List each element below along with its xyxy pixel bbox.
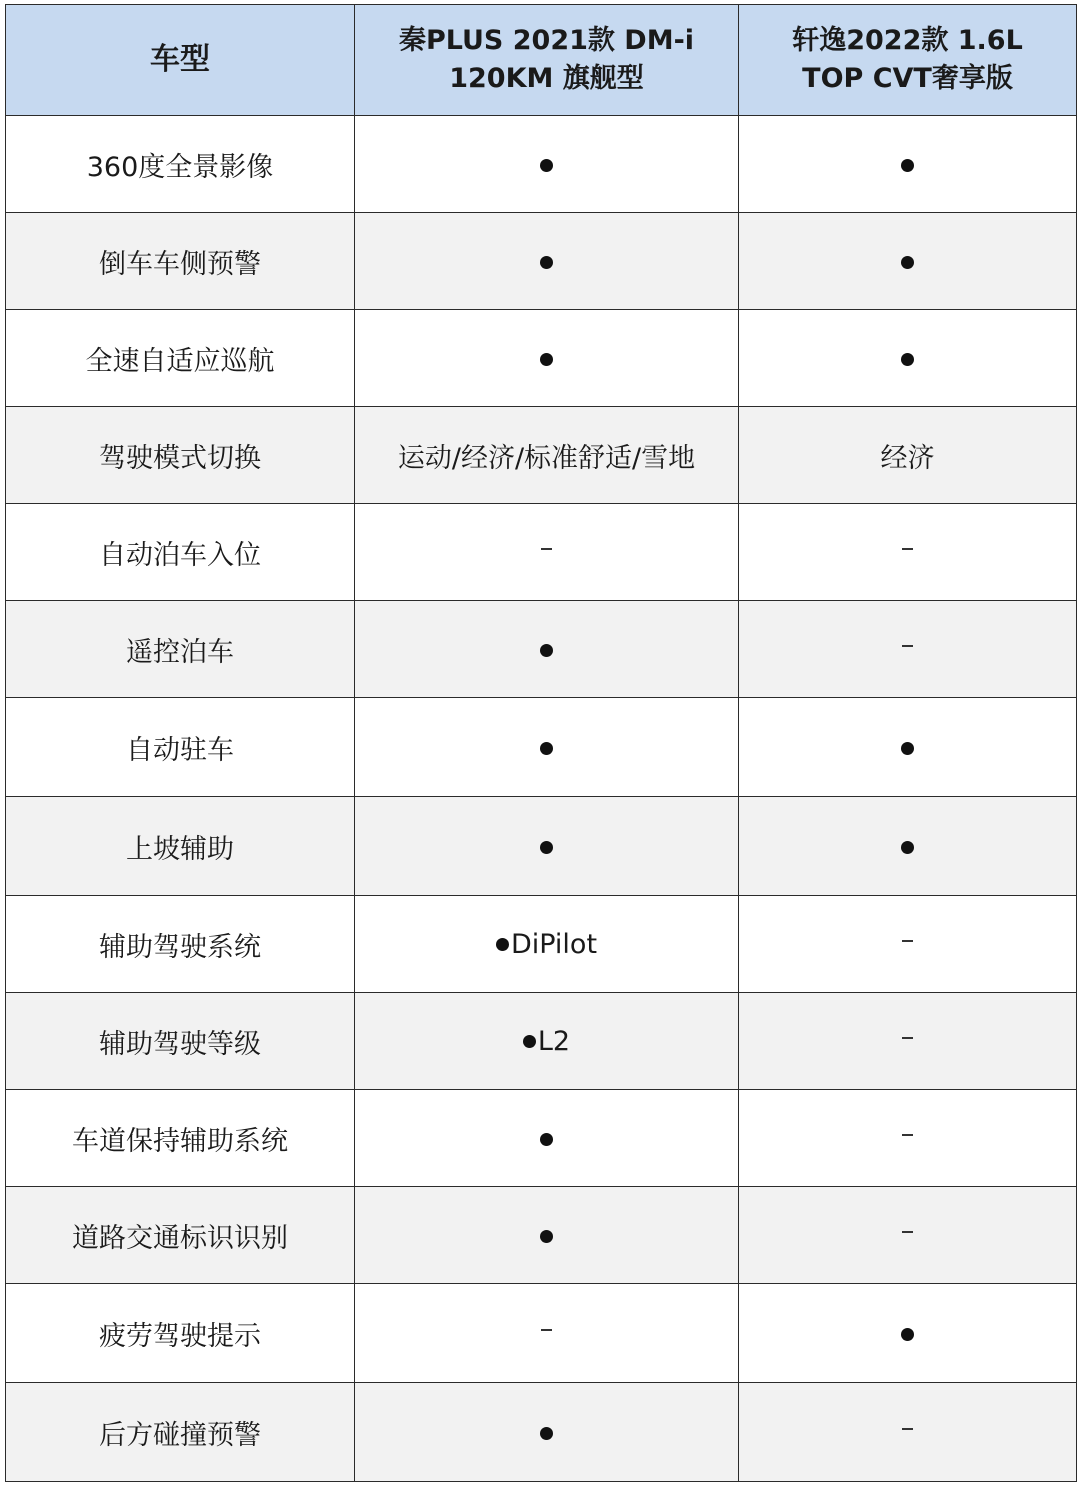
table-row [6, 601, 1077, 698]
sylphy-value-cell [739, 993, 1077, 1090]
sylphy-value-cell [739, 407, 1077, 504]
table-row [6, 504, 1077, 601]
sylphy-value-cell [739, 1284, 1077, 1383]
qin-plus-value-cell [355, 993, 739, 1090]
equipped-dot-icon [523, 1035, 536, 1048]
equipped-dot-icon [540, 1133, 553, 1146]
qin-plus-value-cell [355, 1284, 739, 1383]
feature-name-cell: 车道保持辅助系统 [6, 1090, 355, 1187]
equipped-dot-icon [901, 159, 914, 172]
feature-name-cell: 道路交通标识识别 [6, 1187, 355, 1284]
feature-name-cell: 辅助驾驶系统 [6, 896, 355, 993]
spec-comparison-table [5, 4, 1077, 1482]
qin-plus-value-cell [355, 1090, 739, 1187]
sylphy-value-cell [739, 1187, 1077, 1284]
table-row [6, 213, 1077, 310]
sylphy-value-cell [739, 896, 1077, 993]
value-text: 运动/经济/标准舒适/雪地 [397, 442, 696, 474]
equipped-dot-icon [540, 742, 553, 755]
header-sylphy [739, 5, 1077, 116]
feature-name-cell: 自动泊车入位 [6, 504, 355, 601]
equipped-dot-icon [540, 159, 553, 172]
sylphy-value-cell [739, 504, 1077, 601]
not-available-dash-icon [902, 940, 913, 942]
not-available-dash-icon [902, 645, 913, 647]
sylphy-value-cell [739, 797, 1077, 896]
value-text: L2 [537, 1026, 571, 1057]
equipped-dot-icon [540, 1427, 553, 1440]
table-header-row [6, 5, 1077, 116]
table-row [6, 1383, 1077, 1482]
qin-plus-value-cell [355, 698, 739, 797]
qin-plus-value-cell [355, 213, 739, 310]
not-available-dash-icon [902, 1231, 913, 1233]
feature-name-cell: 倒车车侧预警 [6, 213, 355, 310]
table-row [6, 310, 1077, 407]
sylphy-value-cell [739, 1383, 1077, 1482]
header-sylphy-line2: TOP CVT奢享版 [802, 63, 1013, 94]
table-row [6, 797, 1077, 896]
qin-plus-value-cell [355, 896, 739, 993]
header-model-label: 车型 [6, 5, 355, 116]
feature-name-cell: 360度全景影像 [6, 116, 355, 213]
table-row [6, 896, 1077, 993]
qin-plus-value-cell [355, 116, 739, 213]
table-row [6, 993, 1077, 1090]
sylphy-value-cell [739, 213, 1077, 310]
qin-plus-value-cell [355, 601, 739, 698]
table-row [6, 698, 1077, 797]
sylphy-value-cell [739, 116, 1077, 213]
table-body [6, 116, 1077, 1482]
header-qin-plus-line2: 120KM 旗舰型 [449, 63, 644, 94]
equipped-dot-icon [901, 256, 914, 269]
sylphy-value-cell [739, 310, 1077, 407]
table-row [6, 1187, 1077, 1284]
feature-name-cell: 自动驻车 [6, 698, 355, 797]
not-available-dash-icon [902, 1428, 913, 1430]
feature-name-cell: 疲劳驾驶提示 [6, 1284, 355, 1383]
equipped-dot-icon [540, 1230, 553, 1243]
table-row [6, 407, 1077, 504]
not-available-dash-icon [902, 1134, 913, 1136]
qin-plus-value-cell [355, 1383, 739, 1482]
equipped-dot-icon [540, 841, 553, 854]
equipped-dot-icon [540, 353, 553, 366]
qin-plus-value-cell [355, 407, 739, 504]
qin-plus-value-cell [355, 1187, 739, 1284]
not-available-dash-icon [541, 548, 552, 550]
equipped-dot-icon [496, 938, 509, 951]
qin-plus-value-cell [355, 504, 739, 601]
not-available-dash-icon [541, 1329, 552, 1331]
sylphy-value-cell [739, 698, 1077, 797]
qin-plus-value-cell [355, 310, 739, 407]
header-qin-plus-line1: 秦PLUS 2021款 DM-i [398, 25, 695, 56]
header-qin-plus [355, 5, 739, 116]
sylphy-value-cell [739, 1090, 1077, 1187]
feature-name-cell: 后方碰撞预警 [6, 1383, 355, 1482]
feature-name-cell: 上坡辅助 [6, 797, 355, 896]
not-available-dash-icon [902, 1037, 913, 1039]
feature-name-cell: 全速自适应巡航 [6, 310, 355, 407]
value-text: 经济 [880, 442, 935, 474]
equipped-dot-icon [540, 644, 553, 657]
table-row [6, 116, 1077, 213]
equipped-dot-icon [540, 256, 553, 269]
qin-plus-value-cell [355, 797, 739, 896]
equipped-dot-icon [901, 742, 914, 755]
value-text: DiPilot [510, 929, 598, 960]
feature-name-cell: 辅助驾驶等级 [6, 993, 355, 1090]
feature-name-cell: 驾驶模式切换 [6, 407, 355, 504]
table-row [6, 1284, 1077, 1383]
equipped-dot-icon [901, 353, 914, 366]
table-row [6, 1090, 1077, 1187]
not-available-dash-icon [902, 548, 913, 550]
header-sylphy-line1: 轩逸2022款 1.6L [792, 25, 1023, 56]
equipped-dot-icon [901, 1328, 914, 1341]
feature-name-cell: 遥控泊车 [6, 601, 355, 698]
sylphy-value-cell [739, 601, 1077, 698]
equipped-dot-icon [901, 841, 914, 854]
